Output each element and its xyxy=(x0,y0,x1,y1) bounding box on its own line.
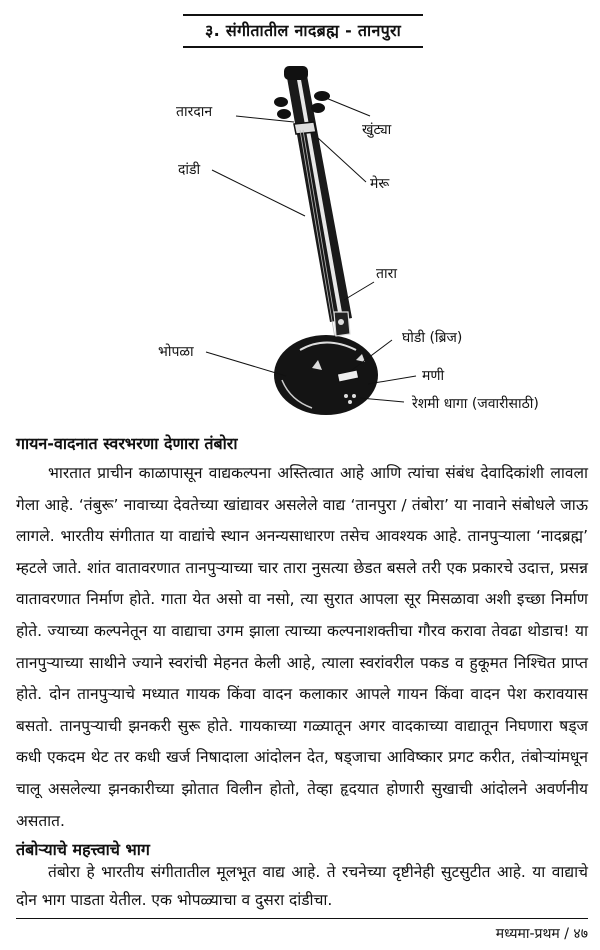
label-tardan: तारदान xyxy=(176,104,213,120)
neck-band xyxy=(294,122,316,134)
tanpura-figure xyxy=(0,50,600,430)
section2-heading: तंबोऱ्याचे महत्त्वाचे भाग xyxy=(16,840,150,859)
label-khuntya: खुंट्या xyxy=(362,122,392,138)
label-meru: मेरू xyxy=(370,176,390,192)
peg-4 xyxy=(277,109,291,119)
neck-top xyxy=(284,66,308,80)
page-footer: मध्यमा-प्रथम / ४७ xyxy=(495,926,588,942)
section2-paragraph: तंबोरा हे भारतीय संगीतातील मूलभूत वाद्य आहे. ते रचनेच्या दृष्टीनेही सुटसुटीत आहे. या वाद्याचे दोन भाग पाडता येतील. एक भोपळ्याचा व दुसरा दांडीचा. xyxy=(16,863,588,909)
label-bhopla: भोपळा xyxy=(158,344,194,360)
label-reshmi: रेशमी धागा (जवारीसाठी) xyxy=(412,396,539,412)
section1-heading: गायन-वादनात स्वरभरणा देणारा तंबोरा xyxy=(16,434,238,453)
page-title: ३. संगीतातील नादब्रह्म - तानपुरा xyxy=(183,14,423,48)
peg-2 xyxy=(311,103,325,113)
section1-paragraph: भारतात प्राचीन काळापासून वाद्यकल्पना अस्तित्वात आहे आणि त्यांचा संबंध देवादिकांशी लावला गेला आहे. ‘तंबुरू’ नावाच्या देवतेच्या खांद्यावर असलेले वाद्य ‘तानपुरा / तंबोरा’ या नावाने संबोधले जाऊ लागले. भारतीय संगीतात या वाद्यांचे स्थान अनन्यसाधारण तसेच आवश्यक आहे. तानपुऱ्याला ‘नादब्रह्म’ म्हटले जाते. शांत वातावरणात तानपुऱ्याच्या चार तारा नुसत्या छेडत बसले तरी एक प्रकारचे उदात्त, प्रसन्न वातावरणात निर्माण होते. गाता येत असो वा नसो, त्या सुरात आपला सूर मिसळावा अशी इच्छा निर्माण होते. ज्याच्या कल्पनेतून या वाद्याचा उगम झाला त्याच्या कल्पनाशक्तीचा गौरव करावा तेवढा थोडाच! या तानपुऱ्याच्या साथीने ज्याने स्वरांची मेहनत केली आहे, त्याला स्वरांवरील पकड व हुकूमत निश्चित प्राप्त होते. दोन तानपुऱ्याचे मध्यात गायक किंवा वादन कलाकार आपले गायन किंवा वादन पेश करावयास बसतो. तानपुऱ्याची झनकरी सुरू होते. गायकाच्या गळ्यातून अगर वादकाच्या वाद्यातून निघणारा षड्ज कधी एकदम थेट तर कधी खर्ज निषादाला आंदोलन देत, षड्जाचा आविष्कार प्रगट करीत, तंबोऱ्यांमधून चालू असलेल्या झनकारीच्या झोतात विलीन होतो, तेव्हा हृदयात होणारी सुखाची आंदोलने अवर्णनीय असतात. xyxy=(16,464,588,830)
gourd-shape xyxy=(274,335,378,415)
label-dandi: दांडी xyxy=(178,162,201,178)
label-mani: मणी xyxy=(422,368,445,384)
label-ghodi: घोडी (ब्रिज) xyxy=(402,330,463,346)
peg-3 xyxy=(274,97,288,107)
peg-1 xyxy=(314,91,330,101)
tanpura-illustration xyxy=(0,50,600,430)
footer-rule xyxy=(16,918,588,919)
label-tara: तारा xyxy=(376,266,397,282)
